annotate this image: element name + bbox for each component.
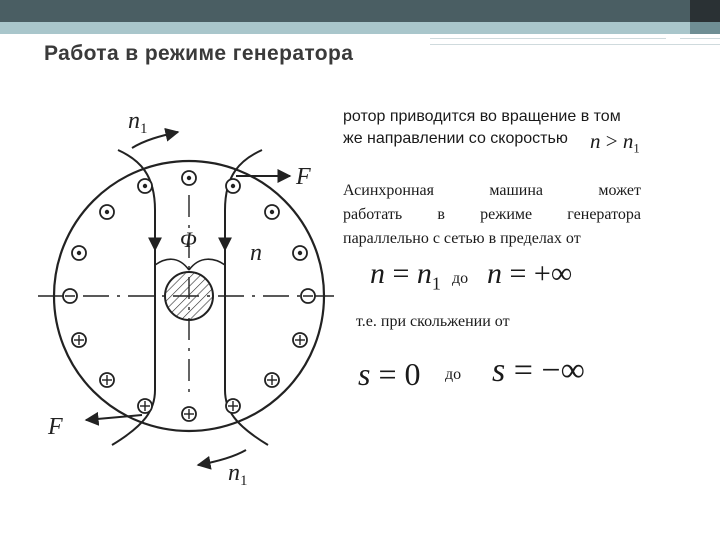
conductor-cross <box>182 407 196 421</box>
text-line-1: ротор приводится во вращение в том <box>343 108 621 125</box>
header-rule <box>430 44 720 45</box>
label-n1-top: $n_1$ <box>128 108 148 137</box>
paragraph-line-1: Асинхронная машина может <box>343 182 641 199</box>
header-rule <box>430 38 666 39</box>
conductor-cross <box>100 373 114 387</box>
label-force-right: F <box>296 164 311 190</box>
formula-s-eq-0: s = 0 <box>358 356 421 392</box>
slide-title: Работа в режиме генератора <box>44 42 354 65</box>
label-rotor-speed: n <box>250 240 262 266</box>
label-force-left: F <box>48 414 63 440</box>
conductor-empty <box>301 289 315 303</box>
flux-inner-left <box>155 259 189 270</box>
conductor-dot <box>100 205 114 219</box>
conductor-dot <box>182 171 196 185</box>
conductor-dot <box>293 246 307 260</box>
formula-s-eq-minus-inf: s = −∞ <box>492 352 585 389</box>
conductor-cross <box>138 399 152 413</box>
label-flux: Φ <box>180 227 197 252</box>
flux-inner-right <box>189 259 225 270</box>
rotor-shaft <box>165 272 213 320</box>
header-band-light <box>0 22 720 34</box>
header-band-dark <box>0 0 720 22</box>
header-rule <box>680 38 720 39</box>
to-word-2: до <box>445 366 462 383</box>
to-word-1: до <box>452 270 469 287</box>
conductor-dot <box>138 179 152 193</box>
label-n1-bottom: $n_1$ <box>228 460 248 489</box>
formula-n-eq-n1: $n = n_1$ <box>370 257 441 294</box>
paragraph-line-2: работать в режиме генератора <box>343 206 641 223</box>
paragraph-line-3: параллельно с сетью в пределах от <box>343 230 581 247</box>
conductor-dot <box>72 246 86 260</box>
slip-text: т.е. при скольжении от <box>356 313 510 330</box>
conductor-cross <box>226 399 240 413</box>
conductor-cross <box>265 373 279 387</box>
text-line-2: же направлении со скоростью <box>343 130 568 147</box>
conductor-dot <box>226 179 240 193</box>
generator-diagram <box>0 80 340 540</box>
conductor-dot <box>265 205 279 219</box>
formula-n-eq-plus-inf: n = +∞ <box>487 257 573 290</box>
conductor-empty <box>63 289 77 303</box>
inequality-n-gt-n1: $n > n_1$ <box>590 129 640 156</box>
conductor-cross <box>72 333 86 347</box>
rotation-arrow-top <box>132 132 178 148</box>
conductor-cross <box>293 333 307 347</box>
